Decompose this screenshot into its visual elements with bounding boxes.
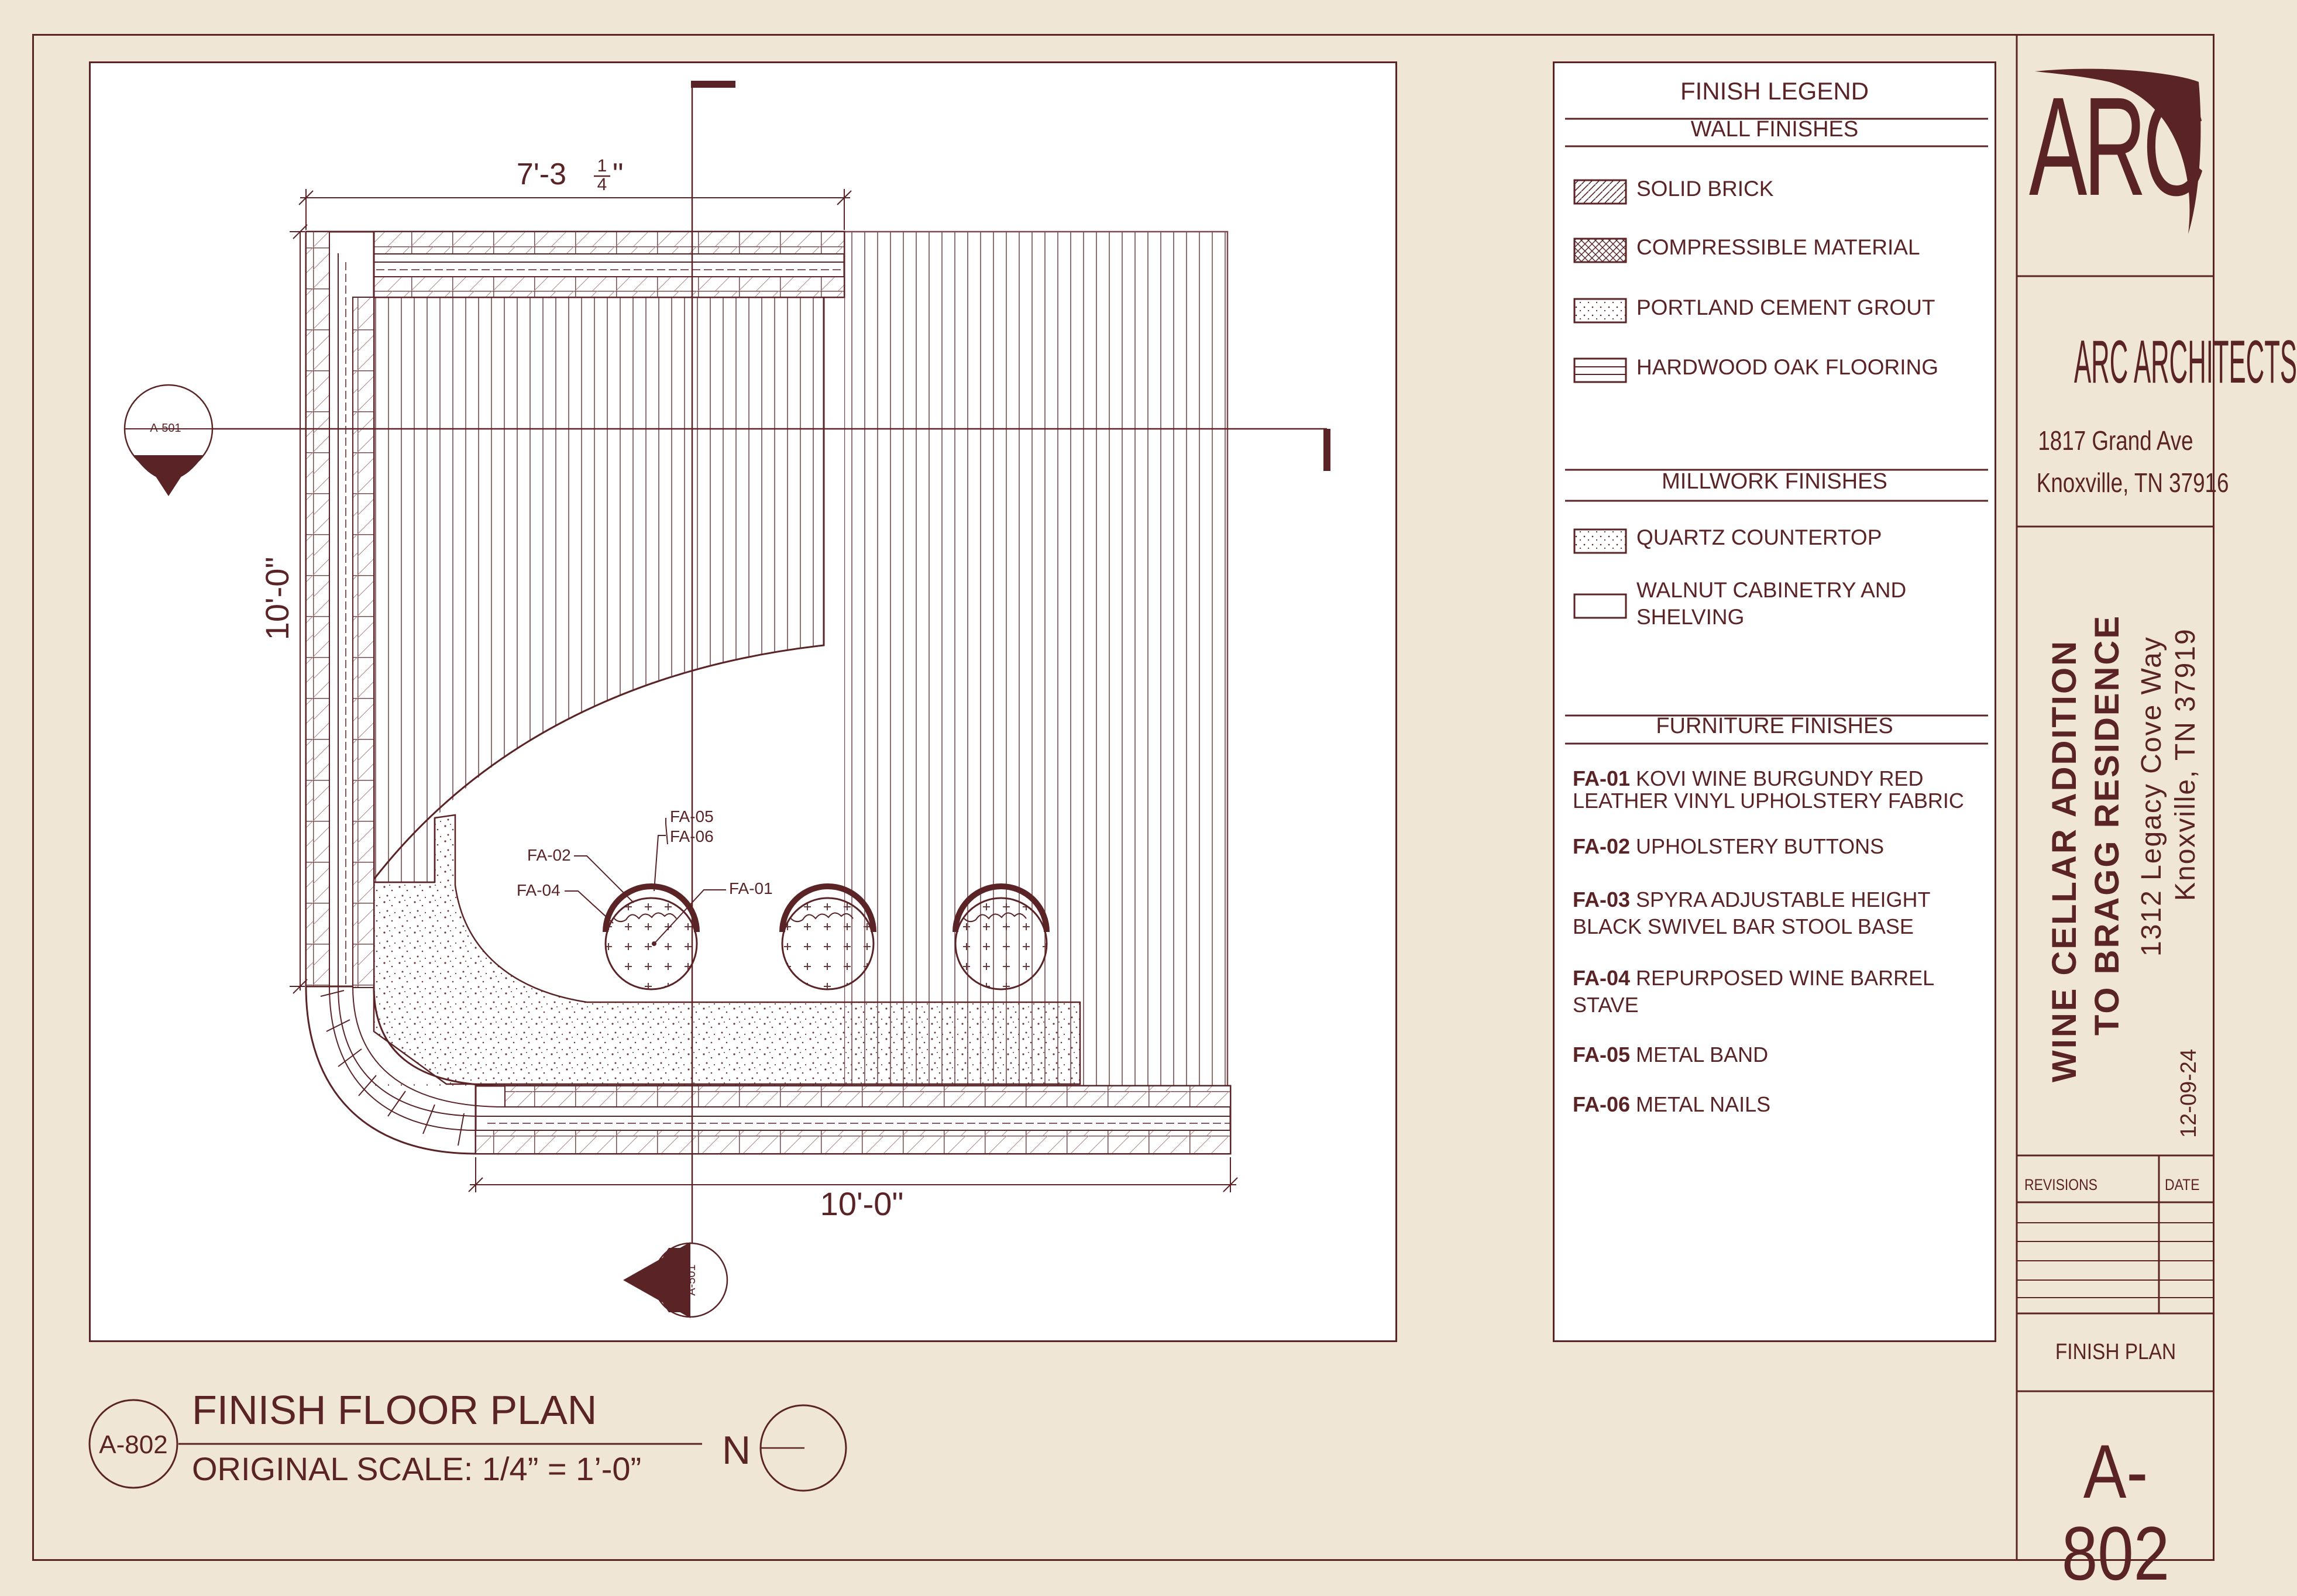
date-label: DATE bbox=[2165, 1176, 2200, 1193]
furniture-text: METAL NAILS bbox=[1630, 1092, 1771, 1116]
issue-date: 12-09-24 bbox=[2176, 1048, 2201, 1138]
north-label: N bbox=[722, 1428, 751, 1473]
legend-item-compressible-material: COMPRESSIBLE MATERIAL bbox=[1636, 235, 1920, 259]
furniture-finishes-heading: FURNITURE FINISHES bbox=[1656, 714, 1893, 738]
furniture-code: FA-02 bbox=[1573, 834, 1631, 858]
tag-fa05: FA-05 bbox=[670, 807, 714, 825]
dimension-top-inch: " bbox=[613, 157, 624, 191]
firm-name: ARC ARCHITECTS bbox=[2074, 328, 2297, 396]
tag-fa02: FA-02 bbox=[527, 846, 571, 864]
furniture-text: SPYRA ADJUSTABLE HEIGHT bbox=[1630, 888, 1931, 911]
dimension-left: 10'-0" bbox=[259, 556, 295, 641]
legend-item-walnut-cabinetry-line2: SHELVING bbox=[1636, 605, 1745, 629]
furniture-code: FA-01 bbox=[1573, 766, 1631, 790]
legend-item-hardwood-oak-flooring: HARDWOOD OAK FLOORING bbox=[1636, 355, 1938, 379]
furniture-text-line2: BLACK SWIVEL BAR STOOL BASE bbox=[1573, 914, 1914, 938]
legend-item-quartz-countertop: QUARTZ COUNTERTOP bbox=[1636, 525, 1882, 549]
furniture-code: FA-04 bbox=[1573, 966, 1631, 990]
sheet-number: A-802 bbox=[2061, 1429, 2170, 1596]
furniture-code: FA-05 bbox=[1573, 1043, 1631, 1067]
dimension-bottom: 10'-0" bbox=[820, 1185, 904, 1222]
project-title-line2: TO BRAGG RESIDENCE bbox=[2088, 614, 2126, 1036]
firm-logo: ARC bbox=[2029, 68, 2202, 225]
furniture-text: REPURPOSED WINE BARREL bbox=[1630, 966, 1935, 990]
tag-fa06: FA-06 bbox=[670, 827, 714, 845]
site-address-line2: Knoxville, TN 37919 bbox=[2170, 628, 2201, 901]
furniture-text: KOVI WINE BURGUNDY RED bbox=[1630, 766, 1924, 790]
furniture-code: FA-03 bbox=[1573, 888, 1631, 911]
furniture-code: FA-06 bbox=[1573, 1092, 1631, 1116]
dimension-top: 7'-3 bbox=[516, 157, 566, 191]
drawing-title: FINISH FLOOR PLAN bbox=[192, 1387, 597, 1433]
section-marker-label: A-501 bbox=[150, 422, 181, 435]
firm-address-line2: Knoxville, TN 37916 bbox=[2036, 467, 2229, 498]
dimension-top-denominator: 4 bbox=[597, 175, 607, 194]
sheet-title: FINISH PLAN bbox=[2055, 1340, 2176, 1364]
drawing-scale: ORIGINAL SCALE: 1/4” = 1’-0” bbox=[192, 1450, 642, 1487]
millwork-finishes-heading: MILLWORK FINISHES bbox=[1662, 469, 1887, 494]
legend-title: FINISH LEGEND bbox=[1680, 77, 1869, 105]
project-title-line1: WINE CELLAR ADDITION bbox=[2045, 639, 2083, 1082]
site-address-line1: 1312 Legacy Cove Way bbox=[2136, 636, 2167, 957]
firm-address-line1: 1817 Grand Ave bbox=[2038, 425, 2193, 456]
revisions-label: REVISIONS bbox=[2024, 1176, 2097, 1193]
legend-item-solid-brick: SOLID BRICK bbox=[1636, 177, 1774, 201]
legend-item-portland-cement-grout: PORTLAND CEMENT GROUT bbox=[1636, 295, 1935, 319]
dimension-top-numerator: 1 bbox=[597, 156, 607, 176]
section-marker-label: A-501 bbox=[685, 1264, 698, 1296]
legend-item-walnut-cabinetry: WALNUT CABINETRY AND bbox=[1636, 578, 1907, 602]
caption-sheet-ref: A-802 bbox=[99, 1430, 168, 1459]
tag-fa01: FA-01 bbox=[729, 879, 773, 897]
furniture-text: UPHOLSTERY BUTTONS bbox=[1630, 834, 1885, 858]
furniture-text-line2: STAVE bbox=[1573, 993, 1639, 1017]
furniture-text: METAL BAND bbox=[1630, 1043, 1769, 1067]
tag-fa04: FA-04 bbox=[517, 881, 561, 899]
wall-finishes-heading: WALL FINISHES bbox=[1690, 117, 1859, 142]
furniture-text-line2: LEATHER VINYL UPHOLSTERY FABRIC bbox=[1573, 789, 1964, 813]
